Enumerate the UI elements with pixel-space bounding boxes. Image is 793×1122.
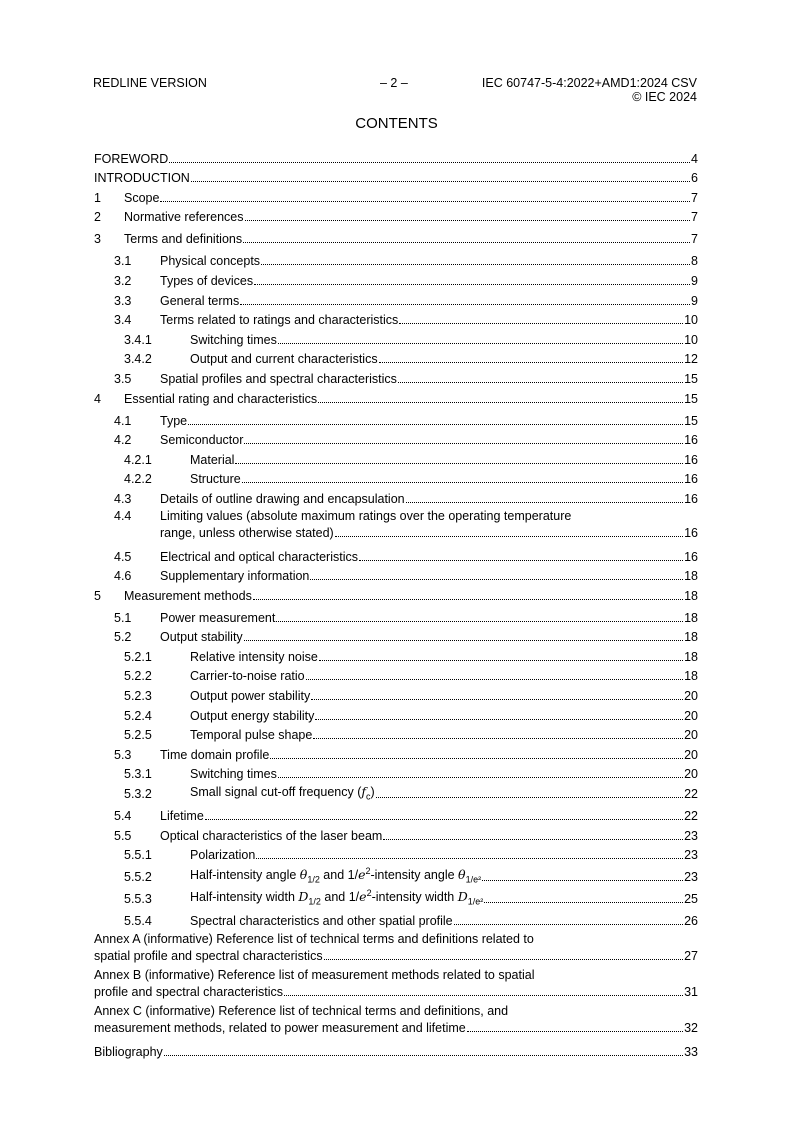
- var-e: e: [359, 888, 367, 904]
- toc-number: 3.1: [114, 254, 132, 269]
- toc-entry-4-5[interactable]: [94, 544, 698, 564]
- sub-1-e2: 1/e²: [467, 896, 484, 907]
- var-e: e: [358, 866, 366, 882]
- leader-dots: [318, 402, 683, 403]
- toc-page: 26: [684, 914, 698, 929]
- leader-dots: [319, 660, 683, 661]
- toc-entry-5-2[interactable]: [94, 625, 698, 645]
- toc-number: 5.2.5: [124, 728, 152, 743]
- toc-entry-annex-c[interactable]: [94, 1003, 698, 1035]
- page-number: – 2 –: [380, 76, 408, 90]
- toc-entry-5-2-2[interactable]: [94, 664, 698, 684]
- toc-page: 7: [691, 210, 698, 225]
- leader-dots: [256, 858, 683, 859]
- leader-dots: [270, 758, 683, 759]
- toc-number: 5.2.4: [124, 708, 152, 723]
- toc-title: [190, 866, 481, 885]
- leader-dots: [191, 181, 690, 182]
- toc-entry-bibliography[interactable]: [94, 1039, 698, 1059]
- toc-number: 5.2: [114, 630, 132, 645]
- toc-number: 4: [94, 391, 101, 406]
- toc-title: Output power stability: [190, 689, 311, 704]
- leader-dots: [399, 323, 683, 324]
- toc-title: Details of outline drawing and encapsulation: [160, 491, 405, 506]
- title-text: Half-intensity angle: [190, 867, 300, 882]
- toc-page: 20: [684, 689, 698, 704]
- toc-entry-4-2-2[interactable]: [94, 467, 698, 487]
- toc-number: 5.3: [114, 747, 132, 762]
- toc-page: 16: [684, 491, 698, 506]
- toc-number: 3.4: [114, 313, 132, 328]
- toc-page: 18: [684, 588, 698, 603]
- title-text: and 1/: [319, 867, 359, 882]
- toc-title-cont: spatial profile and spectral characteristics: [94, 949, 323, 964]
- leader-dots: [244, 640, 683, 641]
- leader-dots: [164, 1055, 683, 1056]
- toc-entry-annex-b[interactable]: [94, 967, 698, 999]
- toc-title: Normative references: [124, 210, 244, 225]
- toc-entry-foreword[interactable]: [94, 146, 698, 166]
- toc-entry-3-4-1[interactable]: [94, 327, 698, 347]
- toc-entry-5-2-4[interactable]: [94, 703, 698, 723]
- toc-number: 5.3.1: [124, 767, 152, 782]
- toc-title: Annex A (informative) Reference list of technical terms and definitions related to: [94, 932, 534, 947]
- toc-title: Essential rating and characteristics: [124, 391, 318, 406]
- leader-dots: [454, 924, 683, 925]
- title-text: and 1/: [320, 889, 360, 904]
- leader-dots: [160, 201, 690, 202]
- toc-title: [190, 888, 483, 907]
- leader-dots: [324, 959, 684, 960]
- toc-page: 18: [684, 669, 698, 684]
- toc-entry-5-3-1[interactable]: [94, 762, 698, 782]
- toc-page: 22: [684, 787, 698, 802]
- toc-title: Terms and definitions: [124, 232, 243, 247]
- toc-title: Switching times: [190, 767, 277, 782]
- sup-2: 2: [365, 865, 371, 876]
- toc-page: 31: [684, 985, 698, 1000]
- toc-title: Spatial profiles and spectral characteristics: [160, 371, 397, 386]
- toc-number: 1: [94, 190, 101, 205]
- leader-dots: [188, 424, 683, 425]
- toc-entry-5[interactable]: [94, 583, 698, 603]
- toc-page: 23: [684, 870, 698, 885]
- var-d: D: [457, 888, 468, 904]
- title-text: -intensity width: [371, 889, 458, 904]
- toc-entry-3-1[interactable]: [94, 246, 698, 268]
- toc-page: 9: [691, 293, 698, 308]
- toc-entry-5-2-3[interactable]: [94, 683, 698, 703]
- toc-number: 3.4.1: [124, 332, 152, 347]
- toc-page: 20: [684, 708, 698, 723]
- leader-dots: [383, 839, 683, 840]
- leader-dots: [310, 579, 683, 580]
- toc-number: 4.1: [114, 413, 132, 428]
- toc-title: Output energy stability: [190, 708, 315, 723]
- leader-dots: [205, 819, 683, 820]
- leader-dots: [467, 1031, 683, 1032]
- leader-dots: [169, 162, 690, 163]
- leader-dots: [406, 502, 683, 503]
- toc-entry-2[interactable]: [94, 205, 698, 225]
- toc-number: 3.2: [114, 273, 132, 288]
- toc-number: 3.5: [114, 371, 132, 386]
- toc-page: 4: [691, 151, 698, 166]
- leader-dots: [278, 343, 683, 344]
- leader-dots: [335, 536, 683, 537]
- toc-title: Output stability: [160, 630, 243, 645]
- toc-page: 20: [684, 728, 698, 743]
- toc-entry-4[interactable]: [94, 386, 698, 406]
- header-left: REDLINE VERSION: [93, 76, 207, 90]
- toc-entry-4-2[interactable]: [94, 428, 698, 448]
- sub-1-e2: 1/e²: [465, 874, 482, 885]
- toc-page: 7: [691, 190, 698, 205]
- table-of-contents: [94, 146, 698, 1059]
- toc-page: 10: [684, 332, 698, 347]
- leader-dots: [359, 560, 683, 561]
- toc-title: Switching times: [190, 332, 277, 347]
- toc-number: 3: [94, 232, 101, 247]
- toc-title: Time domain profile: [160, 747, 270, 762]
- title-text: -intensity angle: [370, 867, 459, 882]
- toc-page: 18: [684, 630, 698, 645]
- toc-entry-5-3[interactable]: [94, 742, 698, 762]
- toc-title: Lifetime: [160, 809, 204, 824]
- sub-half: 1/2: [308, 896, 321, 907]
- var-theta: θ: [299, 866, 308, 882]
- toc-title: INTRODUCTION: [94, 171, 190, 186]
- toc-page: 18: [684, 610, 698, 625]
- toc-page: 7: [691, 232, 698, 247]
- toc-title: Measurement methods: [124, 588, 252, 603]
- var-theta: θ: [458, 866, 466, 882]
- toc-number: 4.2.2: [124, 472, 152, 487]
- toc-page: 18: [684, 569, 698, 584]
- toc-page: 23: [684, 828, 698, 843]
- sub-c: c: [366, 791, 371, 802]
- toc-title: [190, 784, 375, 802]
- toc-entry-4-1[interactable]: [94, 406, 698, 428]
- leader-dots: [242, 482, 683, 483]
- toc-entry-5-4[interactable]: [94, 801, 698, 823]
- toc-title: Annex B (informative) Reference list of measurement methods related to spatial: [94, 968, 535, 983]
- toc-title: Material: [190, 452, 235, 467]
- toc-page: 20: [684, 767, 698, 782]
- toc-page: 15: [684, 371, 698, 386]
- toc-title: Limiting values (absolute maximum ratings over the operating temperature: [160, 508, 572, 523]
- toc-page: 15: [684, 391, 698, 406]
- leader-dots: [245, 220, 691, 221]
- toc-entry-3-3[interactable]: [94, 288, 698, 308]
- leader-dots: [484, 902, 683, 903]
- toc-title: Temporal pulse shape: [190, 728, 313, 743]
- leader-dots: [243, 242, 690, 243]
- standard-id: IEC 60747-5-4:2022+AMD1:2024 CSV: [481, 76, 697, 90]
- toc-title: General terms: [160, 293, 240, 308]
- toc-entry-annex-a[interactable]: [94, 931, 698, 963]
- toc-page: 16: [684, 549, 698, 564]
- toc-title: Output and current characteristics: [190, 352, 378, 367]
- toc-page: 8: [691, 254, 698, 269]
- leader-dots: [398, 382, 683, 383]
- toc-number: 3.4.2: [124, 352, 152, 367]
- leader-dots: [240, 304, 690, 305]
- toc-title-cont: measurement methods, related to power measurement and lifetime: [94, 1021, 466, 1036]
- toc-page: 32: [684, 1021, 698, 1036]
- toc-entry-5-3-2[interactable]: [94, 781, 698, 801]
- toc-title: Types of devices: [160, 273, 254, 288]
- title-text: Small signal cut-off frequency (: [190, 784, 362, 799]
- toc-title: Supplementary information: [160, 569, 310, 584]
- toc-number: 4.2.1: [124, 452, 152, 467]
- toc-title: Electrical and optical characteristics: [160, 549, 358, 564]
- toc-title-cont: profile and spectral characteristics: [94, 985, 283, 1000]
- toc-page: 33: [684, 1044, 698, 1059]
- leader-dots: [278, 777, 683, 778]
- toc-page: 12: [684, 352, 698, 367]
- toc-page: 22: [684, 809, 698, 824]
- sup-2: 2: [366, 887, 372, 898]
- toc-title: Bibliography: [94, 1044, 163, 1059]
- toc-page: 10: [684, 313, 698, 328]
- title-text: Half-intensity width: [190, 889, 299, 904]
- leader-dots: [284, 995, 683, 996]
- toc-number: 4.2: [114, 433, 132, 448]
- toc-number: 4.6: [114, 569, 132, 584]
- toc-title: Power measurement: [160, 610, 276, 625]
- toc-entry-5-2-1[interactable]: [94, 644, 698, 664]
- toc-number: 4.5: [114, 549, 132, 564]
- toc-page: 16: [684, 452, 698, 467]
- toc-page: 9: [691, 273, 698, 288]
- toc-number: 5.2.2: [124, 669, 152, 684]
- toc-entry-5-5-2[interactable]: [94, 862, 698, 884]
- toc-title: Polarization: [190, 848, 256, 863]
- toc-page: 23: [684, 848, 698, 863]
- toc-title: Type: [160, 413, 188, 428]
- toc-number: 4.4: [114, 508, 132, 523]
- toc-page: 16: [684, 433, 698, 448]
- toc-number: 5.2.3: [124, 689, 152, 704]
- toc-title: FOREWORD: [94, 151, 169, 166]
- toc-entry-4-4[interactable]: [94, 508, 698, 540]
- leader-dots: [306, 679, 683, 680]
- toc-page: 20: [684, 747, 698, 762]
- title-end: ): [370, 784, 375, 799]
- leader-dots: [244, 443, 683, 444]
- toc-title: Optical characteristics of the laser beam: [160, 828, 383, 843]
- toc-title: Spectral characteristics and other spatial profile: [190, 914, 453, 929]
- toc-number: 5.1: [114, 610, 132, 625]
- toc-page: 15: [684, 413, 698, 428]
- sub-half: 1/2: [307, 874, 320, 885]
- toc-number: 5.5.3: [124, 892, 152, 907]
- toc-entry-3-2[interactable]: [94, 268, 698, 288]
- toc-title: Semiconductor: [160, 433, 244, 448]
- leader-dots: [315, 719, 683, 720]
- toc-entry-4-6[interactable]: [94, 564, 698, 584]
- toc-page: 18: [684, 649, 698, 664]
- toc-number: 5.5: [114, 828, 132, 843]
- toc-entry-5-5-3[interactable]: [94, 884, 698, 906]
- leader-dots: [376, 797, 683, 798]
- toc-title: Scope: [124, 190, 160, 205]
- copyright: © IEC 2024: [632, 90, 697, 104]
- leader-dots: [482, 880, 683, 881]
- toc-entry-3-5[interactable]: [94, 366, 698, 386]
- leader-dots: [254, 284, 690, 285]
- toc-title: Structure: [190, 472, 241, 487]
- toc-number: 3.3: [114, 293, 132, 308]
- toc-title-cont: range, unless otherwise stated): [160, 525, 334, 540]
- toc-page: 27: [684, 949, 698, 964]
- toc-number: 2: [94, 210, 101, 225]
- toc-entry-5-5-1[interactable]: [94, 843, 698, 863]
- toc-number: 5.5.1: [124, 848, 152, 863]
- toc-title: Physical concepts: [160, 254, 261, 269]
- toc-page: 16: [684, 525, 698, 540]
- leader-dots: [235, 463, 683, 464]
- leader-dots: [313, 738, 683, 739]
- toc-entry-1[interactable]: [94, 185, 698, 205]
- toc-entry-3[interactable]: [94, 224, 698, 246]
- leader-dots: [253, 599, 683, 600]
- toc-entry-5-5-4[interactable]: [94, 906, 698, 928]
- toc-entry-3-4[interactable]: [94, 308, 698, 328]
- toc-number: 4.3: [114, 491, 132, 506]
- toc-entry-3-4-2[interactable]: [94, 347, 698, 367]
- leader-dots: [261, 264, 690, 265]
- toc-page: 6: [691, 171, 698, 186]
- header-right: [482, 76, 697, 104]
- toc-page: 16: [684, 472, 698, 487]
- toc-number: 5.2.1: [124, 649, 152, 664]
- toc-page: 25: [684, 892, 698, 907]
- page-title: CONTENTS: [355, 115, 438, 132]
- var-d: D: [298, 888, 309, 904]
- toc-title: Carrier-to-noise ratio: [190, 669, 305, 684]
- toc-title: Relative intensity noise: [190, 649, 318, 664]
- toc-title: Annex C (informative) Reference list of technical terms and definitions, and: [94, 1004, 509, 1019]
- toc-number: 5.3.2: [124, 787, 152, 802]
- toc-entry-4-3[interactable]: [94, 486, 698, 506]
- leader-dots: [311, 699, 683, 700]
- toc-number: 5.5.4: [124, 914, 152, 929]
- toc-entry-5-1[interactable]: [94, 603, 698, 625]
- toc-title: Terms related to ratings and characteristics: [160, 313, 399, 328]
- toc-entry-5-5[interactable]: [94, 823, 698, 843]
- toc-number: 5.5.2: [124, 870, 152, 885]
- leader-dots: [276, 621, 683, 622]
- toc-number: 5: [94, 588, 101, 603]
- var-f: f: [361, 783, 367, 799]
- toc-entry-5-2-5[interactable]: [94, 723, 698, 743]
- leader-dots: [379, 362, 684, 363]
- toc-entry-4-2-1[interactable]: [94, 447, 698, 467]
- toc-entry-introduction[interactable]: [94, 166, 698, 186]
- toc-number: 5.4: [114, 809, 132, 824]
